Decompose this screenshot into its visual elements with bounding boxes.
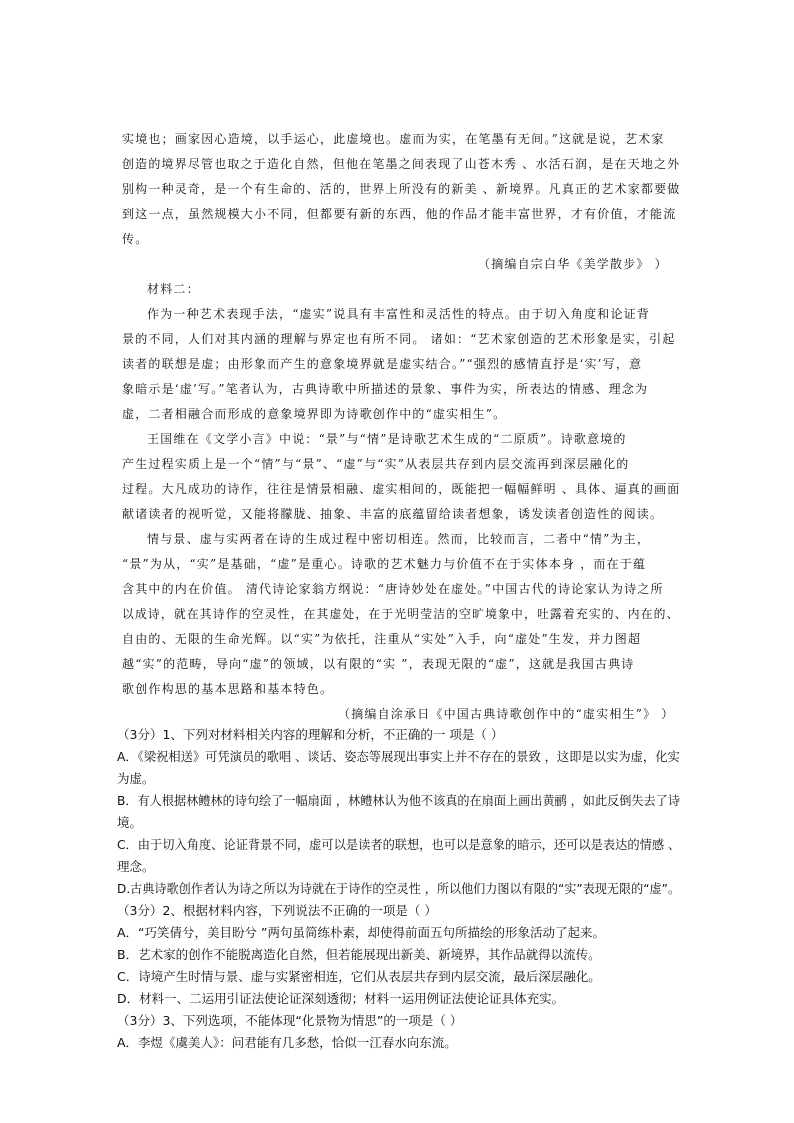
body-line: 歌创作构思的基本思路和基本特色。 (122, 682, 334, 696)
question-option: 理念。 (117, 859, 155, 874)
question-option: 境。 (117, 815, 143, 830)
body-line: 产生过程实质上是一个“情”与“景”、“虚”与“实”从表层共存到内层交流再到深层融化的 (122, 457, 630, 471)
question-option: A．李煜《虞美人》：问君能有几多愁，恰似一江春水向东流。 (117, 1035, 457, 1050)
body-line: 虚，二者相融合而形成的意象境界即为诗歌创作中的“虚实相生”。 (122, 407, 507, 421)
question-option: D．材料一、二运用引证法使论证深刻透彻；材料一运用例证法使论证具体充实。 (117, 991, 565, 1006)
body-line: 实境也；画家因心造境，以手运心，此虚境也。虚而为实，在笔墨有无间。”这就是说，艺术家 (122, 132, 665, 146)
question-stem: （3分）3、下列选项，不能体现“化景物为情思”的一项是（ ） (117, 1013, 463, 1028)
question-option: C．诗境产生时情与景、虚与实紧密相连，它们从表层共存到内层交流，最后深层融化。 (117, 969, 601, 984)
body-line: 读者的联想是虚；由形象而产生的意象境界就是虚实结合。”“强烈的感情直抒是‘实’写，意 (122, 357, 643, 371)
body-line: 景的不同，人们对其内涵的理解与界定也有所不同。 诸如：“艺术家创造的艺术形象是实，引起 (122, 332, 676, 346)
body-line: “景”为从，“实”是基础，“虚”是重心。诗歌的艺术魅力与价值不在于实体本身 ，而在于蕴 (122, 557, 647, 571)
body-line: 王国维在《文学小言》中说：“景”与“情”是诗歌艺术生成的“二原质”。诗歌意境的 (147, 432, 627, 446)
body-line: 传。 (122, 232, 149, 246)
body-line: 含其中的内在价值。 清代诗论家翁方纲说：“唐诗妙处在虚处。”中国古代的诗论家认为诗之所 (122, 582, 664, 596)
body-line: 别构一种灵奇，是一个有生命的、活的，世界上所没有的新美 、新境界。凡真正的艺术家都要做 (122, 182, 681, 196)
question-option: A．“巧笑倩兮，美目盼兮 ”两句虽简练朴素，却使得前面五句所描绘的形象活动了起来。 (117, 925, 605, 940)
body-line: 自由的、无限的生命光辉。以“实”为依托，注重从“实处”入手，向“虚处”生发，并力图超 (122, 632, 642, 646)
body-line: 越“实”的范畴，导向“虚”的领域，以有限的“实 ”，表现无限的“虚”，这就是我国古典诗 (122, 657, 635, 671)
question-option: 为虚。 (117, 771, 155, 786)
question-option: B．有人根据林鳢林的诗句绘了一幅扇面 ，林鳢林认为他不该真的在扇面上画出黄鹂 ，如此反倒失去了诗 (117, 793, 681, 808)
source-citation: （摘编自涂承日《中国古典诗歌创作中的“虚实相生”》 ） (338, 707, 675, 721)
question-stem: （3分）1、下列对材料相关内容的理解和分析，不正确的一 项是（ ） (117, 727, 504, 742)
body-line: 到这一点，虽然规模大小不同，但都要有新的东西，他的作品才能丰富世界，才有价值，才能流 (122, 207, 677, 221)
body-line: 创造的境界尽管也取之于造化自然，但他在笔墨之间表现了山苍木秀 、水活石润，是在天地之外 (122, 157, 681, 171)
body-line: 以成诗，就在其诗作的空灵性，在其虚处，在于光明莹洁的空旷境象中，吐露着充实的、内在的、 (122, 607, 680, 621)
question-option: D.古典诗歌创作者认为诗之所以为诗就在于诗作的空灵性 ，所以他们力图以有限的“实”表现无限的“虚”。 (117, 881, 680, 896)
body-line: 过程。大凡成功的诗作，往往是情景相融、虚实相间的，既能把一幅幅鲜明 、具体、逼真的画面 (122, 482, 681, 496)
body-line: 情与景、虚与实两者在诗的生成过程中密切相连。然而，比较而言，二者中“情”为主， (147, 532, 651, 546)
question-stem: （3分）2、根据材料内容，下列说法不正确的一项是（ ） (117, 903, 437, 918)
question-option: C．由于切入角度、论证背景不同，虚可以是读者的联想，也可以是意象的暗示，还可以是表达的情感 、 (117, 837, 681, 852)
question-option: A．《梁祝相送》可凭演员的歌唱 、谈话、姿态等展现出事实上并不存在的景致 ，这即是以实为虚，化实 (117, 749, 680, 764)
material-label: 材料二： (147, 282, 200, 296)
question-option: B．艺术家的创作不能脱离造化自然，但若能展现出新美、新境界，其作品就得以流传。 (117, 947, 601, 962)
body-line: 象暗示是‘虚’写。”笔者认为，古典诗歌中所描述的景象、事件为实，所表达的情感、理念为 (122, 382, 649, 396)
body-line: 作为一种艺术表现手法，“虚实”说具有丰富性和灵活性的特点。由于切入角度和论证背 (147, 307, 651, 321)
body-line: 献诸读者的视听觉，又能将朦胧、抽象、丰富的底蕴留给读者想象，诱发读者创造性的阅读。 (122, 507, 664, 521)
source-citation: （摘编自宗白华《美学散步》 ） (478, 257, 668, 271)
